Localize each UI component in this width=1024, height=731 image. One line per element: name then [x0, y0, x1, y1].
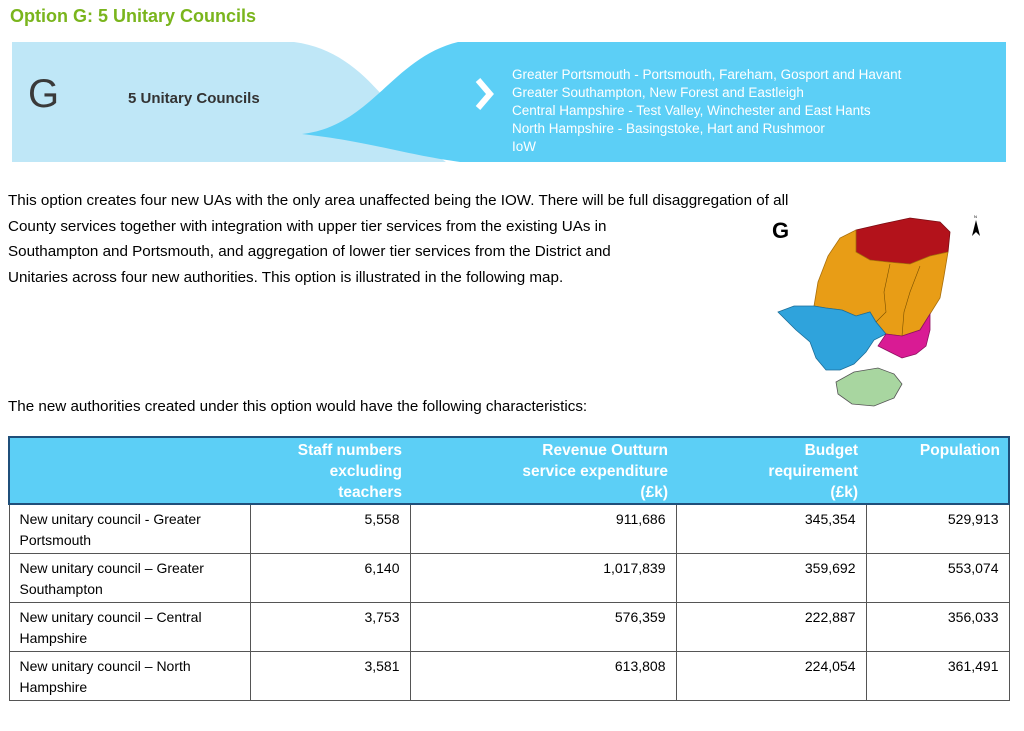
budget-cell: 222,887 [676, 603, 866, 652]
banner-item: Central Hampshire - Test Valley, Winchester and East Hants [512, 103, 871, 118]
header-line: Population [919, 442, 1000, 459]
header-line: Staff numbers [297, 442, 402, 459]
revenue-cell: 1,017,839 [410, 554, 676, 603]
header-revenue [410, 437, 676, 504]
council-name-line: Hampshire [19, 630, 88, 646]
council-name-line: New unitary council – Greater [19, 560, 204, 576]
staff-cell: 5,558 [250, 504, 410, 554]
north-arrow-icon [972, 220, 980, 236]
page-heading: Option G: 5 Unitary Councils [10, 6, 257, 26]
banner-item: North Hampshire - Basingstoke, Hart and Rushmoor [512, 121, 825, 136]
table-header-row [9, 437, 1009, 504]
intro-line: County services together with integration with upper tier services from the existing UAs in [8, 217, 607, 235]
north-label: N [974, 214, 977, 219]
map-letter: G [772, 218, 790, 243]
header-line: (£k) [830, 484, 858, 501]
revenue-cell: 613,808 [410, 652, 676, 701]
council-name-line: Southampton [19, 581, 103, 597]
table-row [9, 652, 1009, 701]
intro-paragraph [8, 188, 789, 290]
population-cell: 361,491 [866, 652, 1009, 701]
budget-cell: 345,354 [676, 504, 866, 554]
population-cell: 553,074 [866, 554, 1009, 603]
hampshire-map [770, 212, 1010, 412]
header-staff [250, 437, 410, 504]
intro-line: This option creates four new UAs with the only area unaffected being the IOW. There will be full disaggregation of all [8, 192, 789, 209]
staff-cell: 3,753 [250, 603, 410, 652]
map-region-iow [836, 368, 902, 406]
header-line: (£k) [640, 484, 668, 501]
intro-line: Southampton and Portsmouth, and aggregation of lower tier services from the District and [8, 243, 611, 260]
revenue-cell: 576,359 [410, 603, 676, 652]
council-name-line: New unitary council – Central [19, 609, 202, 625]
header-council [9, 437, 250, 504]
table-row [9, 603, 1009, 652]
council-name-line: Hampshire [19, 679, 88, 695]
header-line: Budget [804, 442, 858, 459]
budget-cell: 224,054 [676, 652, 866, 701]
banner-item: IoW [512, 139, 537, 154]
council-name-cell [9, 603, 250, 652]
population-cell: 529,913 [866, 504, 1009, 554]
map-region-southampton [778, 306, 886, 370]
header-line: excluding [329, 463, 402, 480]
council-name-line: New unitary council – North [19, 658, 191, 674]
header-population [866, 437, 1009, 504]
header-line: Revenue Outturn [542, 442, 668, 459]
table-row [9, 554, 1009, 603]
banner-item: Greater Portsmouth - Portsmouth, Fareham, Gosport and Havant [512, 67, 902, 82]
council-name-line: Portsmouth [19, 532, 92, 548]
banner-item: Greater Southampton, New Forest and Eastleigh [512, 85, 804, 100]
header-budget [676, 437, 866, 504]
budget-cell: 359,692 [676, 554, 866, 603]
population-cell: 356,033 [866, 603, 1009, 652]
revenue-cell: 911,686 [410, 504, 676, 554]
banner-title: 5 Unitary Councils [128, 90, 260, 107]
council-name-cell [9, 504, 250, 554]
council-name-cell [9, 554, 250, 603]
characteristics-intro: The new authorities created under this option would have the following characteristics: [8, 398, 588, 415]
table-row [9, 504, 1009, 554]
banner-council-list [512, 66, 901, 156]
intro-line: Unitaries across four new authorities. This option is illustrated in the following map. [8, 268, 564, 286]
header-line: teachers [338, 484, 402, 501]
characteristics-table [8, 436, 1010, 701]
header-line: requirement [768, 463, 858, 480]
header-line: service expenditure [522, 463, 668, 480]
staff-cell: 6,140 [250, 554, 410, 603]
banner-letter: G [28, 72, 60, 116]
council-name-line: New unitary council - Greater [19, 511, 201, 527]
council-name-cell [9, 652, 250, 701]
staff-cell: 3,581 [250, 652, 410, 701]
